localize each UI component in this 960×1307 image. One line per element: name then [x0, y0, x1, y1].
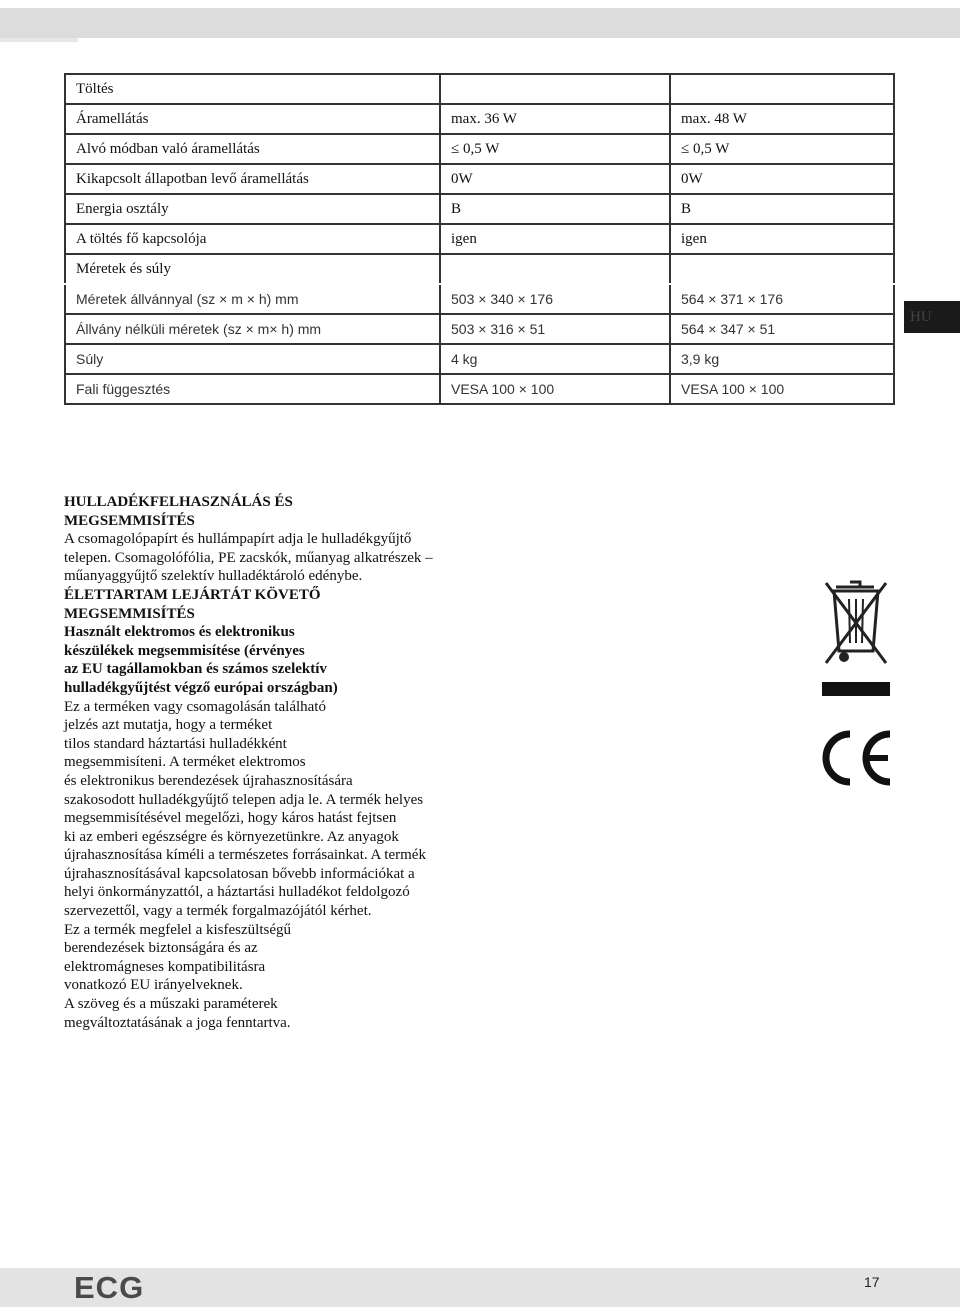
- table-cell: igen: [440, 224, 670, 254]
- text-line: Ez a termék megfelel a kisfeszültségű: [64, 921, 291, 938]
- text-line: megsemmisítésével megelőzi, hogy káros hatást fejtsen: [64, 810, 397, 827]
- table-cell: Állvány nélküli méretek (sz × m× h) mm: [65, 314, 440, 344]
- text-line: A szöveg és a műszaki paraméterek: [64, 996, 278, 1013]
- table-cell: [440, 74, 670, 104]
- table-cell: 503 × 340 × 176: [440, 284, 670, 314]
- table-cell: 0W: [440, 164, 670, 194]
- heading-line: készülékek megsemmisítése (érvényes: [64, 642, 305, 659]
- heading-line: MEGSEMMISÍTÉS: [64, 512, 195, 529]
- brand-logo: ECG: [74, 1270, 145, 1305]
- table-cell: Energia osztály: [65, 194, 440, 224]
- table-row: [65, 374, 894, 404]
- text-line: megváltoztatásának a joga fenntartva.: [64, 1014, 291, 1031]
- table-cell: 564 × 371 × 176: [670, 284, 894, 314]
- table-cell: 3,9 kg: [670, 344, 894, 374]
- table-cell: Méretek állvánnyal (sz × m × h) mm: [65, 284, 440, 314]
- table-cell: B: [440, 194, 670, 224]
- text-line: helyi önkormányzattól, a háztartási hulladékot feldolgozó: [64, 884, 410, 901]
- crossed-out-wheelie-bin-icon: [822, 577, 890, 697]
- disposal-text: [64, 493, 504, 1032]
- text-line: szervezettől, vagy a termék forgalmazójától kérhet.: [64, 903, 372, 920]
- text-line: újrahasznosításával kapcsolatosan bővebb információkat a: [64, 865, 415, 882]
- table-row: [65, 284, 894, 314]
- table-row: [65, 104, 894, 134]
- ce-mark-icon: [820, 728, 894, 788]
- table-cell: Súly: [65, 344, 440, 374]
- table-cell: 4 kg: [440, 344, 670, 374]
- heading-line: az EU tagállamokban és számos szelektív: [64, 661, 327, 678]
- heading-line: hulladékgyűjtést végző európai országban): [64, 679, 338, 696]
- table-cell: Fali függesztés: [65, 374, 440, 404]
- heading-line: HULLADÉKFELHASZNÁLÁS ÉS: [64, 494, 293, 510]
- text-line: A csomagolópapírt és hullámpapírt adja le hulladékgyűjtő: [64, 531, 412, 548]
- text-line: Ez a terméken vagy csomagolásán található: [64, 698, 326, 715]
- table-row: [65, 224, 894, 254]
- table-cell: max. 48 W: [670, 104, 894, 134]
- heading-line: MEGSEMMISÍTÉS: [64, 605, 195, 622]
- text-line: szakosodott hulladékgyűjtő telepen adja le. A termék helyes: [64, 791, 424, 808]
- table-cell: 0W: [670, 164, 894, 194]
- table-cell: A töltés fő kapcsolója: [65, 224, 440, 254]
- table-cell: 564 × 347 × 51: [670, 314, 894, 344]
- text-line: vonatkozó EU irányelveknek.: [64, 977, 243, 994]
- header-bar: [0, 8, 960, 38]
- table-cell: Áramellátás: [65, 104, 440, 134]
- table-cell: Töltés: [65, 74, 440, 104]
- table-cell: ≤ 0,5 W: [440, 134, 670, 164]
- table-cell: VESA 100 × 100: [670, 374, 894, 404]
- text-line: ki az emberi egészségre és környezetünkre. Az anyagok: [64, 828, 399, 845]
- header-bar-accent: [0, 38, 78, 42]
- table-cell: max. 36 W: [440, 104, 670, 134]
- table-cell: 503 × 316 × 51: [440, 314, 670, 344]
- table-row: [65, 134, 894, 164]
- text-line: telepen. Csomagolófólia, PE zacskók, műanyag alkatrészek –: [64, 549, 433, 566]
- table-cell: ≤ 0,5 W: [670, 134, 894, 164]
- text-line: és elektronikus berendezések újrahasznosítására: [64, 772, 353, 789]
- heading-line: ÉLETTARTAM LEJÁRTÁT KÖVETŐ: [64, 586, 321, 603]
- page-number: 17: [864, 1274, 880, 1290]
- table-cell: igen: [670, 224, 894, 254]
- table-cell: [670, 254, 894, 284]
- heading-line: Használt elektromos és elektronikus: [64, 624, 295, 641]
- language-tab: HU: [904, 301, 960, 333]
- table-row: [65, 314, 894, 344]
- spec-table: [64, 73, 895, 405]
- table-row: [65, 74, 894, 104]
- table-cell: [670, 74, 894, 104]
- text-line: tilos standard háztartási hulladékként: [64, 735, 287, 752]
- table-cell: [440, 254, 670, 284]
- table-cell: B: [670, 194, 894, 224]
- text-line: berendezések biztonságára és az: [64, 940, 258, 957]
- text-line: jelzés azt mutatja, hogy a terméket: [64, 717, 273, 734]
- text-line: műanyaggyűjtő szelektív hulladéktároló edénybe.: [64, 568, 363, 585]
- text-line: újrahasznosítása kíméli a természetes forrásainkat. A termék: [64, 847, 426, 864]
- text-line: elektromágneses kompatibilitásra: [64, 958, 266, 975]
- table-row: [65, 344, 894, 374]
- table-cell: VESA 100 × 100: [440, 374, 670, 404]
- table-cell: Alvó módban való áramellátás: [65, 134, 440, 164]
- table-cell: Méretek és súly: [65, 254, 440, 284]
- table-row: [65, 164, 894, 194]
- table-row: [65, 254, 894, 284]
- table-cell: Kikapcsolt állapotban levő áramellátás: [65, 164, 440, 194]
- table-row: [65, 194, 894, 224]
- text-line: megsemmisíteni. A terméket elektromos: [64, 754, 306, 771]
